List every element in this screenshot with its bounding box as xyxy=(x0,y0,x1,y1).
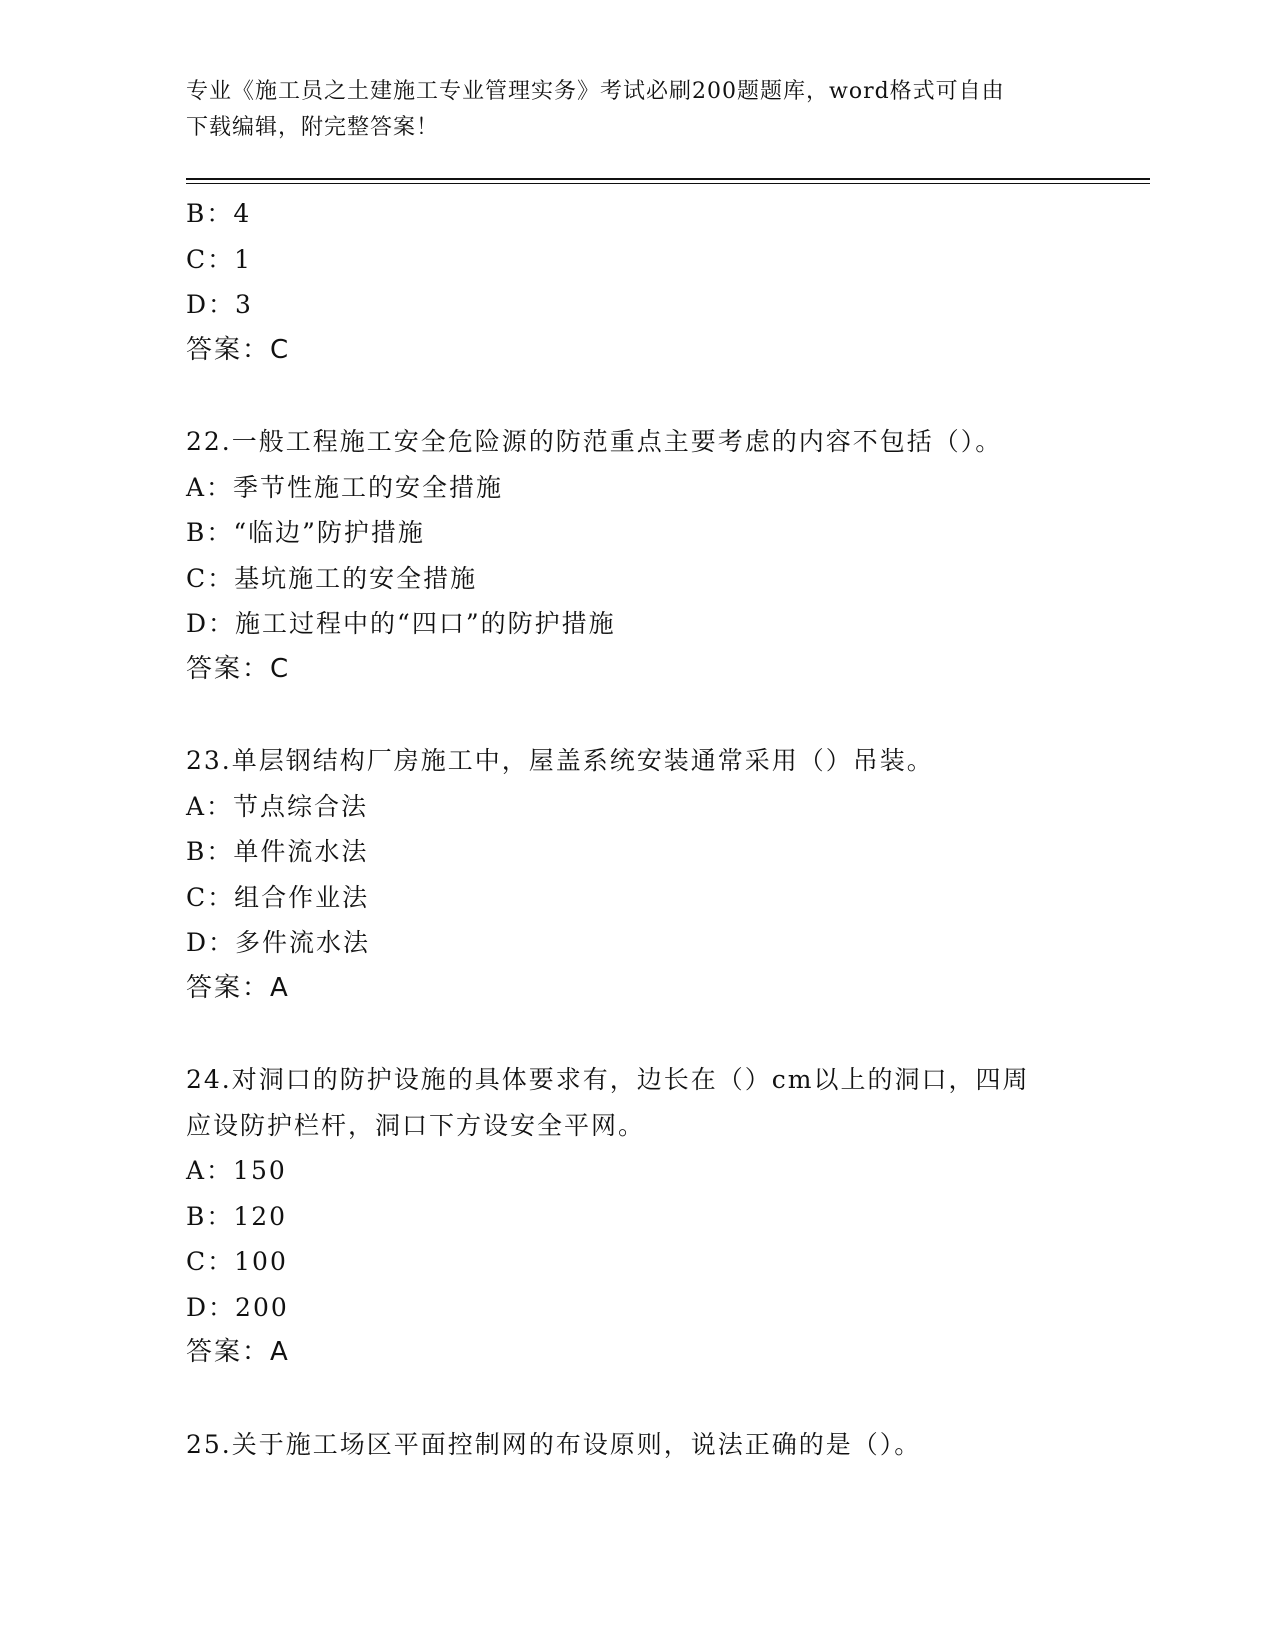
question-list xyxy=(186,191,1086,1467)
option-b: B：“临边”防护措施 xyxy=(186,518,425,547)
option-a: A：150 xyxy=(186,1156,287,1185)
question-25 xyxy=(186,1422,1086,1468)
answer: 答案：C xyxy=(186,653,291,684)
spacer xyxy=(186,1011,1086,1057)
option-d: D：多件流水法 xyxy=(186,928,371,957)
option-c: C：1 xyxy=(186,244,253,274)
question-22 xyxy=(186,419,1086,692)
spacer xyxy=(186,373,1086,419)
question-title: 25.关于施工场区平面控制网的布设原则，说法正确的是（）。 xyxy=(186,1429,922,1459)
option-a: A：季节性施工的安全措施 xyxy=(186,472,504,502)
spacer xyxy=(186,692,1086,738)
option-a: A：节点综合法 xyxy=(186,791,369,821)
option-d: D：3 xyxy=(186,290,253,319)
option-b: B：120 xyxy=(186,1201,288,1231)
question-title: 22.一般工程施工安全危险源的防范重点主要考虑的内容不包括（）。 xyxy=(186,427,1003,456)
question-title xyxy=(186,1057,1086,1148)
answer: 答案：A xyxy=(186,972,290,1003)
option-d: D：200 xyxy=(186,1292,289,1322)
question-23 xyxy=(186,738,1086,1011)
spacer xyxy=(186,1376,1086,1422)
option-d: D：施工过程中的“四口”的防护措施 xyxy=(186,609,616,638)
question-title-line-1: 24.对洞口的防护设施的具体要求有，边长在（）cm以上的洞口，四周 xyxy=(186,1065,1030,1094)
answer: 答案：C xyxy=(186,334,291,365)
option-b: B：4 xyxy=(186,199,252,228)
option-c: C：100 xyxy=(186,1247,288,1276)
question-21-continued xyxy=(186,191,1086,373)
answer: 答案：A xyxy=(186,1337,290,1367)
header-line-1: 专业《施工员之土建施工专业管理实务》考试必刷200题题库，word格式可自由 xyxy=(186,79,1005,104)
option-c: C：基坑施工的安全措施 xyxy=(186,563,478,593)
option-c: C：组合作业法 xyxy=(186,882,370,912)
page-header xyxy=(186,74,1066,146)
question-24 xyxy=(186,1057,1086,1376)
header-divider-thin xyxy=(186,183,1150,184)
question-title: 23.单层钢结构厂房施工中，屋盖系统安装通常采用（）吊装。 xyxy=(186,746,934,775)
option-b: B：单件流水法 xyxy=(186,837,369,866)
header-divider-thick xyxy=(186,178,1150,180)
header-line-2: 下载编辑，附完整答案！ xyxy=(186,115,440,140)
question-title-line-2: 应设防护栏杆，洞口下方设安全平网。 xyxy=(186,1110,646,1140)
